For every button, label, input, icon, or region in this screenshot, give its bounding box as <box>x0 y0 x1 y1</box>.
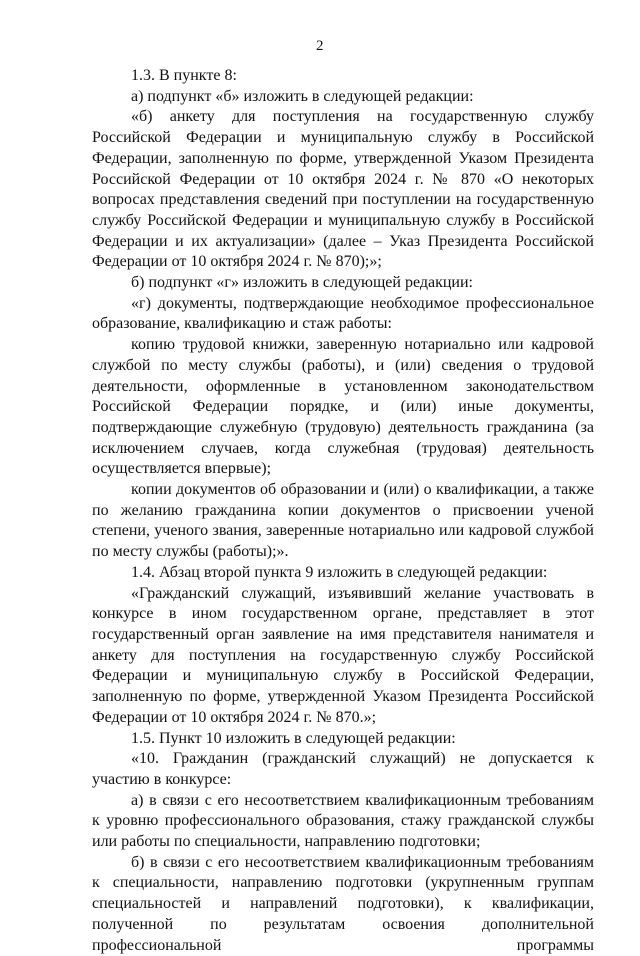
paragraph-1-4-heading: 1.4. Абзац второй пункта 9 изложить в следующей редакции: <box>131 563 548 581</box>
paragraph-new-b-text: «б) анкету для поступления на государственную службу Российской Федерации и муниципальную службу в Российской Федерации, заполненную по форме, утвержденной Указом Президента Российской Федерации от 10 октября 2024 г. № 870 «О некоторых вопросах представления сведений при поступлении на государственную службу Российской Федерации и муниципальную службу в Российской Федерации и их актуализации» (далее – Указ Президента Российской Федерации от 10 октября 2024 г. № 870);»; <box>92 108 594 271</box>
paragraph-civil-servant-application: «Гражданский служащий, изъявивший желание участвовать в конкурсе в ином государственном органе, представляет в этот государственный орган заявление на имя представителя нанимателя и анкету для поступления на государственную службу Российской Федерации и муниципальную службу в Российской Федерации, заполненную по форме, утвержденной Указом Президента Российской Федерации от 10 октября 2024 г. № 870.»; <box>92 584 594 726</box>
paragraph-subitem-b: б) подпункт «г» изложить в следующей редакции: <box>131 274 473 292</box>
paragraph-item-10-a: а) в связи с его несоответствием квалификационным требованиям к уровню профессионального образования, стажу гражданской службы или работы по специальности, направлению подготовки; <box>92 791 594 851</box>
paragraph-item-10-b: б) в связи с его несоответствием квалификационным требованиям к специальности, направлению подготовки (укрупненным группам специальностей и направлений подготовки), к квалификации, полученной по результатам освоения дополнительной профессиональной программы <box>92 853 594 954</box>
paragraph-work-book-copy: копию трудовой книжки, заверенную нотариально или кадровой службой по месту службы (работы), и (или) сведения о трудовой деятельности, оформленные в установленном законодательством Российской Федерации порядке, и (или) иные документы, подтверждающие служебную (трудовую) деятельность гражданина (за исключением случаев, когда служебная (трудовая) деятельность осуществляется впервые); <box>92 336 594 478</box>
paragraph-item-10: «10. Гражданин (гражданский служащий) не допускается к участию в конкурсе: <box>92 750 594 788</box>
paragraph-1-5-heading: 1.5. Пункт 10 изложить в следующей редакции: <box>131 729 456 747</box>
paragraph-subitem-a: а) подпункт «б» изложить в следующей редакции: <box>131 87 474 105</box>
document-body <box>92 66 594 956</box>
paragraph-education-documents: копии документов об образовании и (или) о квалификации, а также по желанию гражданина копии документов о присвоении ученой степени, ученого звания, заверенные нотариально или кадровой службой по месту службы (работы);». <box>92 481 594 561</box>
page-number: 2 <box>316 38 324 54</box>
paragraph-new-g-text: «г) документы, подтверждающие необходимое профессиональное образование, квалификацию и стаж работы: <box>92 294 594 333</box>
paragraph-1-3-heading: 1.3. В пункте 8: <box>131 67 237 84</box>
